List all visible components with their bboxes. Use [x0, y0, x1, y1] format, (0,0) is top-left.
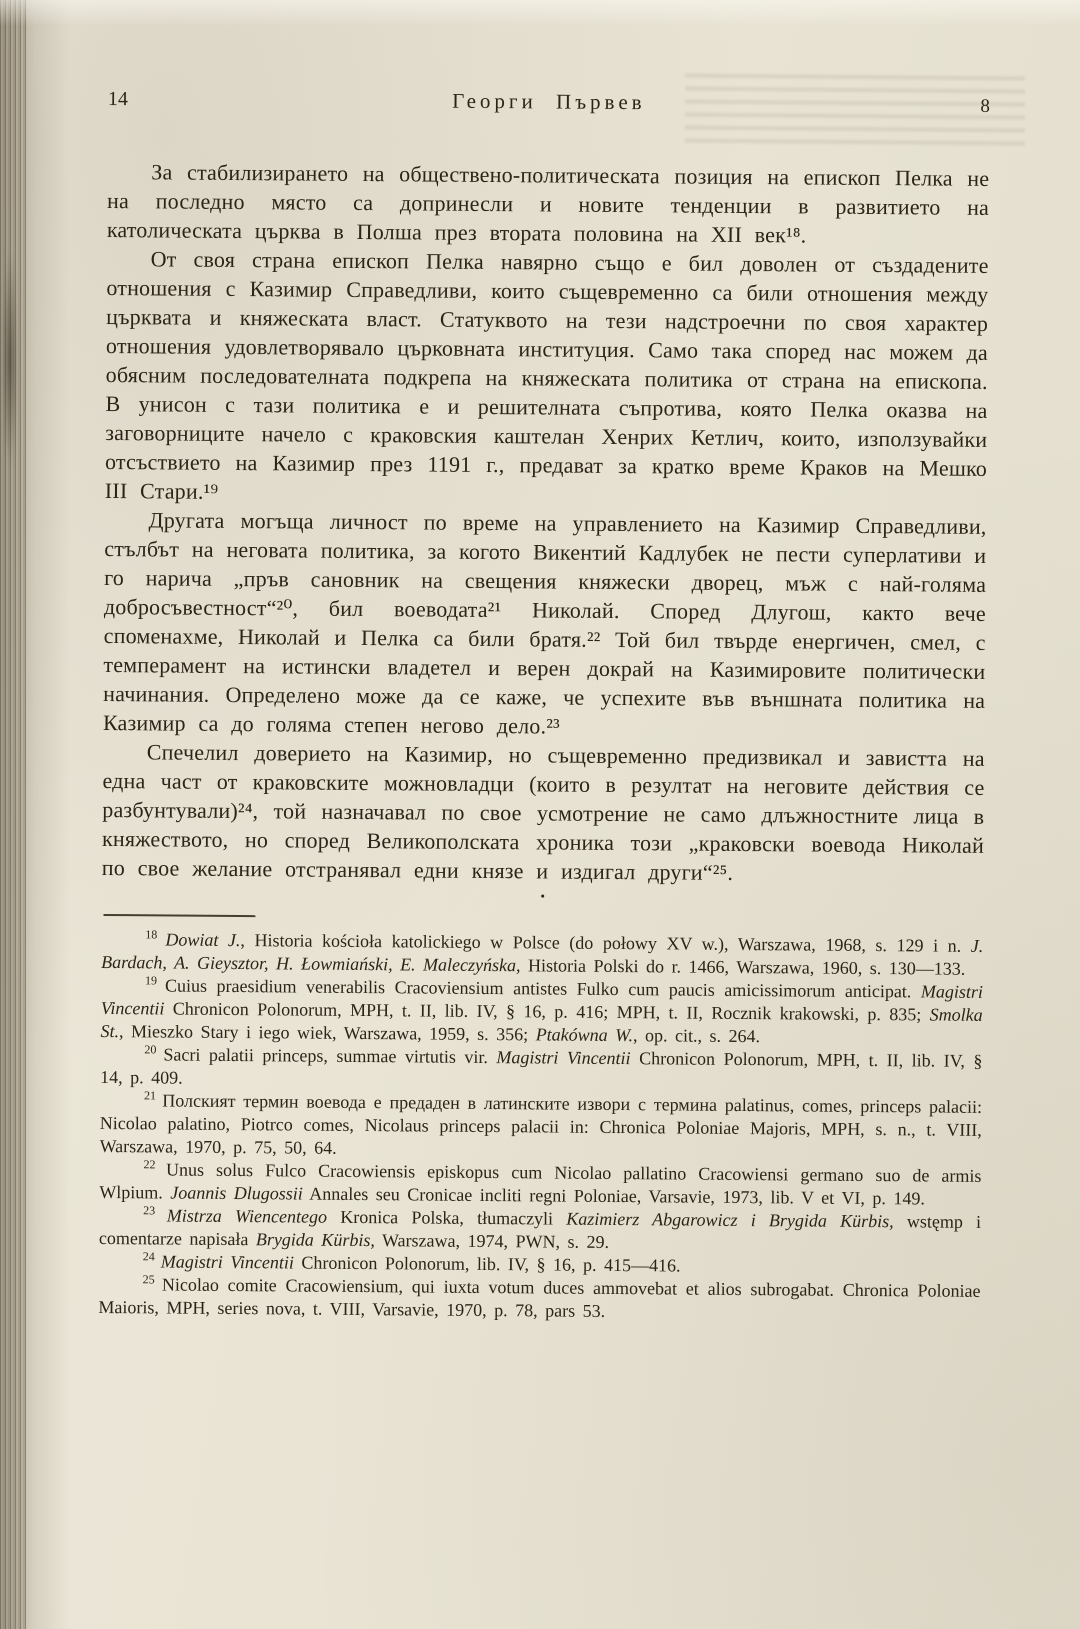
footnote-number: 25: [142, 1272, 163, 1287]
footnote-text-italic: Brygida Kürbis,: [255, 1229, 375, 1251]
footnote-text: , op. cit., s. 264.: [632, 1025, 761, 1047]
footnote: [100, 1043, 982, 1096]
footnote-text: Chronicon Polonorum, MPH, t. II, lib. IV, § 16, p. 416; MPH, t. II, Rocznik krakowski, p. 835;: [164, 998, 930, 1025]
footnote-text: wstęmp i comentarze napisała: [98, 1211, 982, 1250]
footnote-text: , Mieszko Stary i iego wiek, Warszawa, 1959, s. 356;: [119, 1021, 536, 1045]
footnote: [100, 974, 983, 1050]
footnote-text: Полският термин воевода е предаден в латинските извори с термина palatinus, comes, princeps palacii: Nicolao palatino, Piotrco comes, Nicolaus princeps palacii in: Chronica Poloniae Majoris, MPH, s. n., t. VIII, Warszawa, 1970, p. 75, 50, 64.: [99, 1090, 983, 1158]
footnote-text: Chronicon Polonorum, MPH, t. II, lib. IV, § 14, p. 409.: [100, 1048, 983, 1088]
footnote-text-italic: J. Bardach, A. Gieysztor, H. Łowmiański, E. Maleczyńska,: [101, 935, 984, 976]
footnote: [99, 1204, 981, 1257]
body-paragraph: Другата могъща личност по време на управлението на Казимир Справедливи, стълбът на неговата политика, за когото Викентий Кадлубек не пести суперлативи и го нарича „пръв сановник на свещения княжески дворец, мъж с най-голяма добросъвестност“²⁰, бил воеводата²¹ Николай. Според Длугош, както вече споменахме, Николай и Пелка са били братя.²² Той бил твърде енергичен, смел, с темперамент на истински владетел и верен докрай на Казимировите политически начинания. Определено може да се каже, че успехите във външната политика на Казимир са до голяма степен негово дело.²³: [102, 507, 987, 739]
section-mark: •: [540, 888, 545, 904]
footnotes-section: [98, 928, 983, 1326]
footnote-text-italic: Magistri Vincentii: [100, 981, 984, 1019]
spine-shadow: [0, 0, 70, 1629]
body-paragraph: За стабилизирането на обществено-политическата позиция на епископ Пелка не на последно място са допринесли и новите тенденции в развитието на католическата църква в Полша през втората половина на XII век¹⁸.: [106, 159, 990, 248]
footnote-text: Historia Polski do r. 1466, Warszawa, 1960, s. 130—133.: [520, 955, 966, 979]
footnote-text: Unus solus Fulco Cracowiensis episkopus cum Nicolao pallatino Cracowiensi germano suo de armis Wlpium.: [99, 1159, 982, 1203]
footnote-number: 19: [144, 973, 166, 988]
footnote-text-italic: Magistri Vincentii: [496, 1047, 631, 1069]
footnote-text: Warszawa, 1974, PWN, s. 29.: [374, 1230, 610, 1252]
footnote-text: Annales seu Cronicae incliti regni Poloniae, Varsavie, 1973, lib. V et VI, p. 149.: [302, 1183, 925, 1209]
running-title: Георги Първев: [452, 88, 646, 115]
footnote-number: 20: [144, 1042, 164, 1057]
body-paragraph: Спечелил доверието на Казимир, но същевременно предизвикал и завистта на една част от краковските можновладци (които в резултат на неговите действия се разбунтували)²⁴, той назначавал по свое усмотрение не само длъжностните лица в княжеството, но според Великополската хроника този „краковски воевода Николай по свое желание отстранявал едни князе и издигал други“²⁵.: [101, 739, 985, 885]
scan-blotch: [2, 250, 18, 470]
footnote-number: 22: [143, 1157, 167, 1172]
page-number-right: 8: [980, 95, 990, 117]
page-number-left: 14: [107, 87, 128, 111]
footnote-text: Sacri palatii princeps, summae virtutis vir.: [163, 1044, 497, 1068]
footnote-text-italic: Kazimierz Abgarowicz i Brygida Kürbis,: [566, 1208, 894, 1232]
footnote: [99, 1158, 981, 1211]
footnote: [100, 1089, 983, 1165]
footnote-text: Kronica Polska, tłumaczyli: [326, 1206, 567, 1229]
body-paragraph: От своя страна епископ Пелка навярно също е бил доволен от създадените отношения с Казимир Справедливи, които същевременно са били отношения между църквата и княжеската власт. Статуквото на тези надстроечни по своя характер отношения удовлетворявало църковната институция. Само така според нас можем да обясним последователната подкрепа на княжеската политика от страна на епископа. В унисон с тази политика е и решителната съпротива, която Пелка оказва на заговорниците начело с краковския каштелан Хенрих Кетлич, които, използувайки отсъствието на Казимир през 1191 г., предават за кратко време Краков на Мешко III Стари.¹⁹: [104, 246, 989, 504]
footnote-number: 18: [145, 927, 166, 942]
footnote-text-italic: Ptakówna W.: [535, 1024, 634, 1046]
main-text: [102, 157, 990, 889]
footnote-separator: [103, 914, 255, 917]
footnote-text-italic: Smolka St.: [100, 1004, 983, 1042]
footnote-text-italic: Magistri Vincentii: [160, 1251, 295, 1273]
footnote-text: , Historia kościoła katolickiego w Polsce (do połowy XV w.), Warszawa, 1968, s. 129 i n.: [240, 930, 971, 956]
footnote-number: 21: [144, 1088, 163, 1103]
footnote-text: Cuius praesidium venerabilis Cracoviensium antistes Fulko cum paucis amicissimorum anticipat.: [164, 975, 921, 1002]
footnote-number: 23: [143, 1203, 167, 1218]
footnote-text-italic: Mistrza Wiencentego: [166, 1205, 328, 1227]
footnote: [98, 1273, 980, 1326]
footnote-text-italic: Dowiat J.: [165, 929, 241, 951]
footnote-text: Chronicon Polonorum, lib. IV, § 16, p. 415—416.: [293, 1252, 681, 1276]
footnote-number: 24: [142, 1249, 161, 1264]
footnote-text-italic: Joannis Dlugossii: [170, 1182, 303, 1204]
page-content: [98, 86, 990, 1326]
page-top-edge: [0, 0, 1080, 26]
footnote: [101, 928, 983, 981]
footnote-text: Nicolao comite Cracowiensium, qui iuxta votum duces ammovebat et alios subrogabat. Chronica Poloniae Maioris, MPH, series nova, t. VIII, Varsavie, 1970, p. 78, pars 53.: [98, 1274, 981, 1321]
